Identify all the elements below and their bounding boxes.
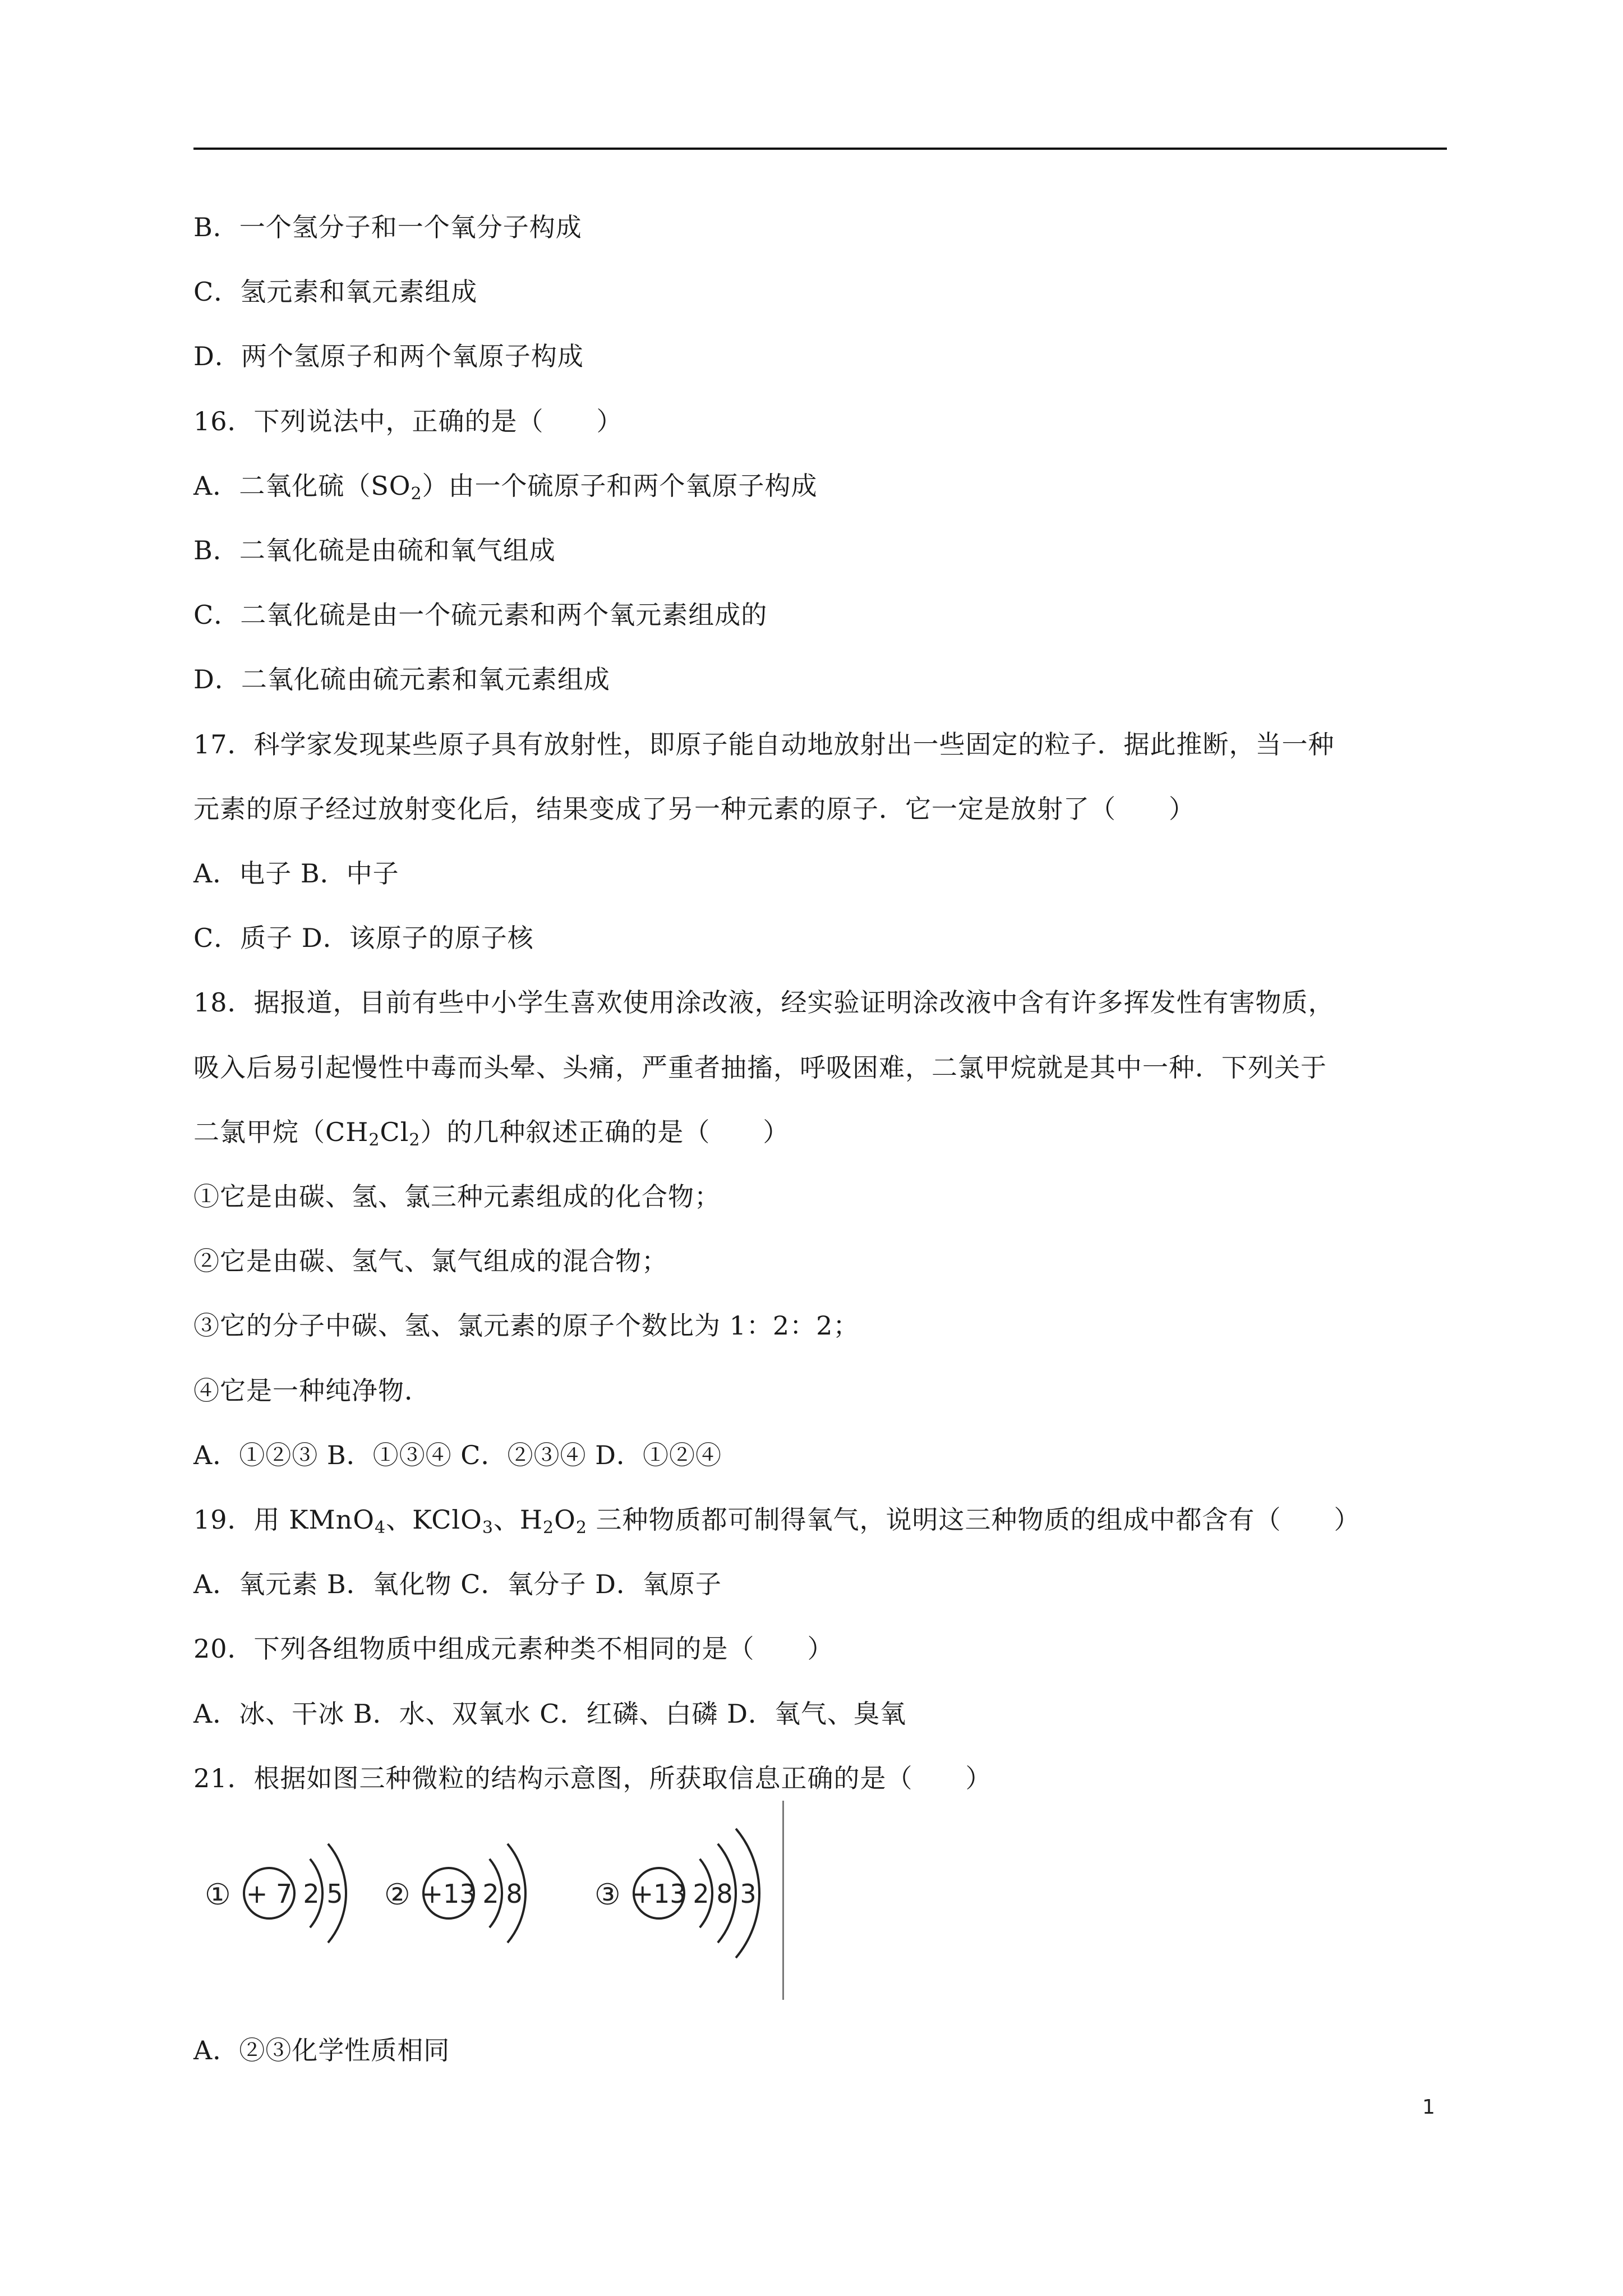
text-line: ④它是一种纯净物． [193,1375,431,1406]
header-rule [193,148,1447,150]
nucleus-charge: +13 [631,1879,686,1909]
text-line: ③它的分子中碳、氢、氯元素的原子个数比为 1：2：2； [193,1310,860,1341]
text-line: A．冰、干冰 B．水、双氧水 C．红磷、白磷 D．氧气、臭氧 [193,1698,906,1729]
option-a-q21: A．②③化学性质相同 [193,2035,450,2065]
subscript: 3 [482,1518,494,1538]
shell-electron-count: 8 [506,1879,523,1909]
text-line: C．氢元素和氧元素组成 [193,277,478,307]
text-span: Cl [380,1116,409,1147]
subscript: 2 [368,1130,380,1150]
subscript: 2 [409,1130,421,1150]
text-line: D．二氧化硫由硫元素和氧元素组成 [193,664,610,695]
shell-electron-count: 2 [482,1879,499,1909]
text-span: O [554,1504,576,1535]
text-span: 三种物质都可制得氧气，说明这三种物质的组成中都含有（ ） [587,1504,1361,1535]
subscript: 4 [374,1518,386,1538]
text-span: 19．用 KMnO [193,1504,375,1535]
text-line [193,1494,1361,1545]
text-line: 元素的原子经过放射变化后，结果变成了另一种元素的原子．它一定是放射了（ ） [193,793,1195,824]
text-span: ）的几种叙述正确的是（ ） [420,1116,790,1147]
particle-label: ③ [594,1878,621,1912]
subscript: 2 [575,1518,587,1538]
text-line: A．氧元素 B．氧化物 C．氧分子 D．氧原子 [193,1569,722,1600]
text-line: 17．科学家发现某些原子具有放射性，即原子能自动地放射出一些固定的粒子．据此推断，当一种 [193,729,1335,760]
text-line: A．①②③ B．①③④ C．②③④ D．①②④ [193,1439,722,1470]
text-line: ②它是由碳、氢气、氯气组成的混合物； [193,1246,668,1277]
shell-electron-count: 2 [693,1879,709,1909]
shell-electron-count: 3 [740,1879,757,1909]
text-span: 、H [493,1504,543,1535]
text-span: 、KClO [386,1504,482,1535]
page-number: 1 [1422,2096,1435,2119]
text-line: B．一个氢分子和一个氧分子构成 [193,212,582,242]
text-line: C．质子 D．该原子的原子核 [193,923,534,954]
text-line: B．二氧化硫是由硫和氧气组成 [193,535,556,565]
text-line: ①它是由碳、氢、氯三种元素组成的化合物； [193,1181,721,1212]
shell-electron-count: 5 [326,1879,343,1909]
text-span: ）由一个硫原子和两个氧原子构成 [422,470,818,501]
text-line: 16．下列说法中，正确的是（ ） [193,406,623,436]
text-span: A．二氧化硫（SO [193,470,411,501]
shell-electron-count: 8 [716,1879,733,1909]
text-line: D．两个氢原子和两个氧原子构成 [193,341,584,372]
text-line: 18．据报道，目前有些中小学生喜欢使用涂改液，经实验证明涂改液中含有许多挥发性有害物质， [193,987,1335,1018]
shell-electron-count: 2 [303,1879,320,1909]
text-span: 二氯甲烷（CH [193,1116,369,1147]
text-line: 吸入后易引起慢性中毒而头晕、头痛，严重者抽搐，呼吸困难，二氯甲烷就是其中一种．下列关于 [193,1052,1327,1083]
text-line [193,461,818,511]
text-line: 20．下列各组物质中组成元素种类不相同的是（ ） [193,1634,834,1664]
nucleus-charge: +13 [421,1879,476,1909]
particle-label: ② [384,1878,411,1912]
text-line: C．二氧化硫是由一个硫元素和两个氧元素组成的 [193,600,768,631]
text-line: A．电子 B．中子 [193,858,399,889]
subscript: 2 [543,1518,555,1538]
subscript: 2 [411,484,422,504]
text-line: 21．根据如图三种微粒的结构示意图，所获取信息正确的是（ ） [193,1763,992,1793]
text-line [193,1107,789,1157]
atomic-structure-diagram [193,1801,784,2000]
particle-label: ① [205,1878,231,1912]
nucleus-charge: + 7 [246,1879,293,1909]
